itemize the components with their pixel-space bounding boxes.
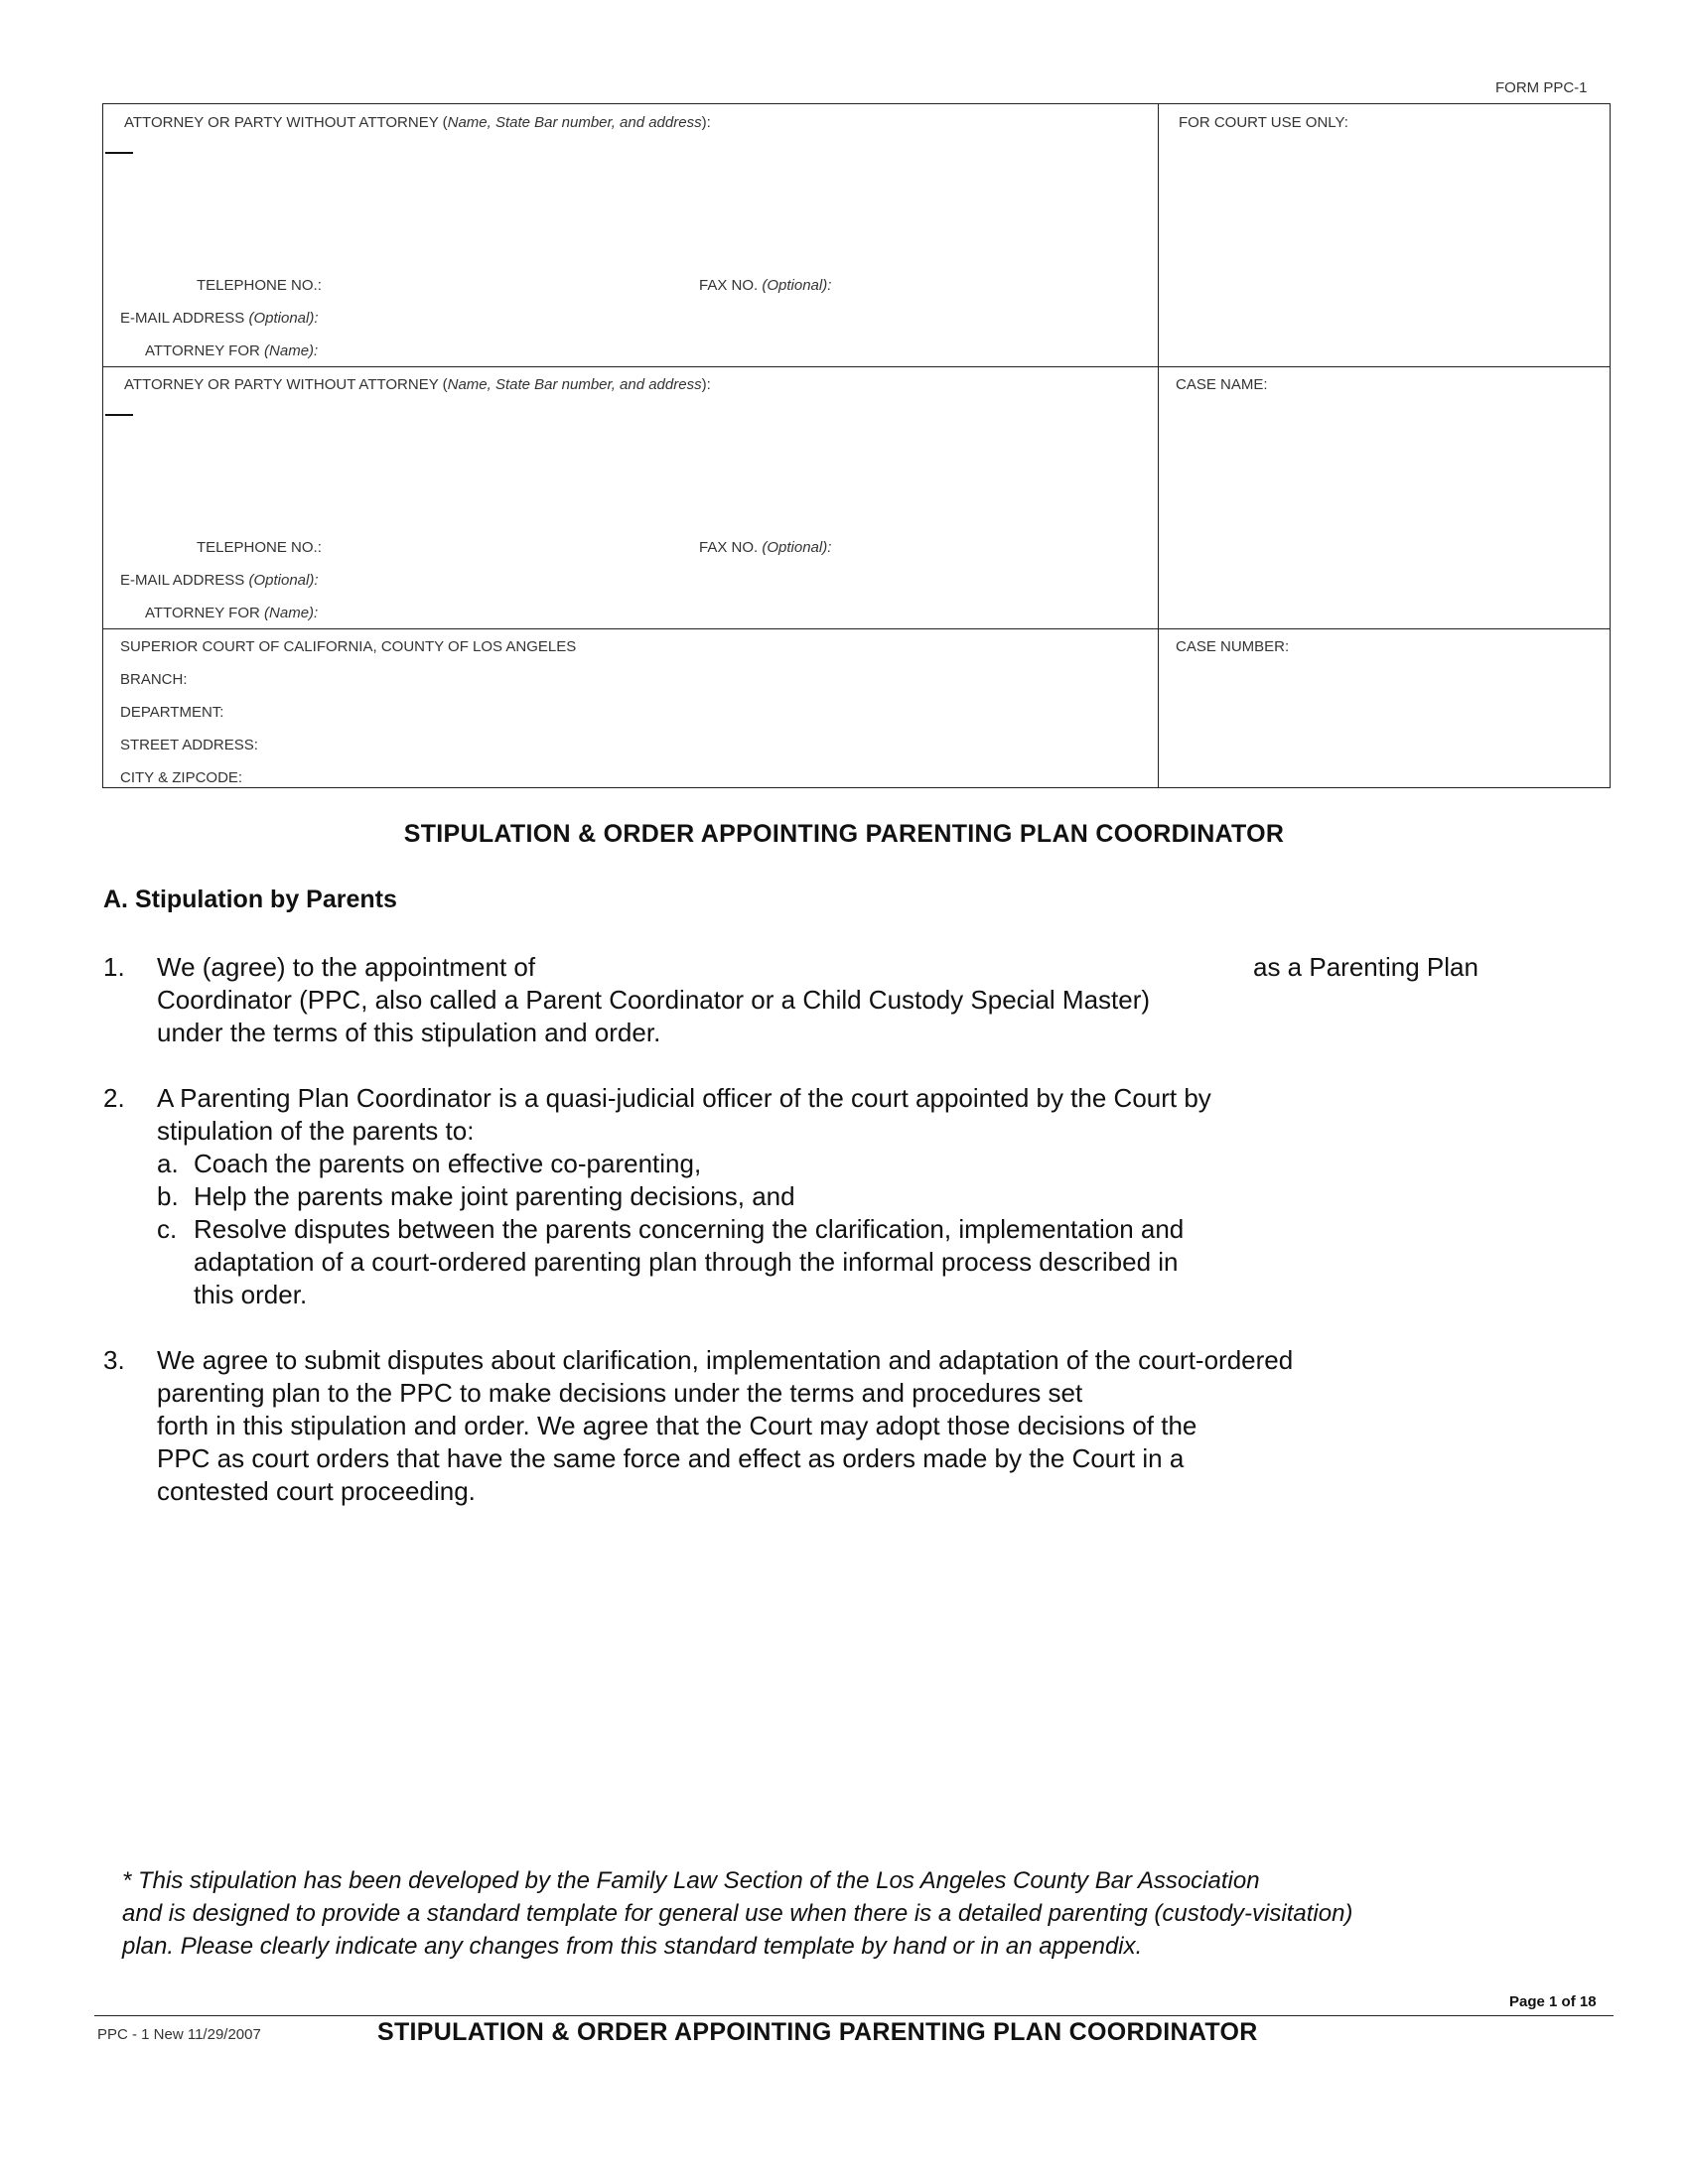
row-divider-1 [103,366,1610,367]
item-2-number: 2. [103,1083,125,1113]
footnote-line-1: * This stipulation has been developed by the Family Law Section of the Los Angeles County Bar Association [122,1867,1260,1894]
document-title: STIPULATION & ORDER APPOINTING PARENTING PLAN COORDINATOR [403,820,1285,848]
item-2a-letter: a. [157,1149,179,1178]
street-address-label: STREET ADDRESS: [120,737,258,753]
item-2c-line1: Resolve disputes between the parents concerning the clarification, implementation and [194,1214,1185,1244]
box2-mark [105,414,133,416]
row-divider-2 [103,628,1610,629]
footnote-line-2: and is designed to provide a standard template for general use when there is a detailed parenting (custody-visitation) [122,1900,1353,1927]
item-2b-letter: b. [157,1181,179,1211]
court-use-label: FOR COURT USE ONLY: [1179,114,1348,131]
item-2c-line3: this order. [194,1280,308,1309]
footer-title: STIPULATION & ORDER APPOINTING PARENTING PLAN COORDINATOR [377,2018,1258,2046]
item-2-line1: A Parenting Plan Coordinator is a quasi-judicial officer of the court appointed by the Court by [157,1083,1211,1113]
caption-header-table [102,103,1611,788]
box1-telephone-label: TELEPHONE NO.: [197,277,322,294]
box1-attorney-label: ATTORNEY OR PARTY WITHOUT ATTORNEY (Name, State Bar number, and address): [124,114,711,131]
footnote-line-3: plan. Please clearly indicate any changes from this standard template by hand or in an appendix. [122,1933,1143,1960]
item-1-line1-end: as a Parenting Plan [1253,952,1478,982]
item-2b-text: Help the parents make joint parenting decisions, and [194,1181,795,1211]
case-number-label: CASE NUMBER: [1176,638,1290,655]
item-3-number: 3. [103,1345,125,1375]
item-2a-text: Coach the parents on effective co-parenting, [194,1149,702,1178]
item-2c-letter: c. [157,1214,178,1244]
footnote [122,1864,1352,1963]
box2-attorney-for-label: ATTORNEY FOR (Name): [145,605,319,621]
footer-rule [94,2015,1614,2016]
item-1-line3: under the terms of this stipulation and order. [157,1018,661,1047]
form-id: FORM PPC-1 [1495,79,1588,96]
section-a-heading: A. Stipulation by Parents [103,886,397,913]
item-3-line3: forth in this stipulation and order. We agree that the Court may adopt those decisions of the [157,1411,1197,1440]
box1-email-label: E-MAIL ADDRESS (Optional): [120,310,319,327]
form-revision: PPC - 1 New 11/29/2007 [97,2026,261,2043]
box2-email-label: E-MAIL ADDRESS (Optional): [120,572,319,589]
box2-attorney-label: ATTORNEY OR PARTY WITHOUT ATTORNEY (Name, State Bar number, and address): [124,376,711,393]
item-1-line1-start: We (agree) to the appointment of [157,952,536,982]
item-3-line5: contested court proceeding. [157,1476,476,1506]
department-label: DEPARTMENT: [120,704,224,721]
city-zipcode-label: CITY & ZIPCODE: [120,769,243,786]
branch-label: BRANCH: [120,671,188,688]
item-2c-line2: adaptation of a court-ordered parenting plan through the informal process described in [194,1247,1179,1277]
item-1-number: 1. [103,952,125,982]
item-3-line2: parenting plan to the PPC to make decisions under the terms and procedures set [157,1378,1083,1408]
item-3-line1: We agree to submit disputes about clarification, implementation and adaptation of the court-ordered [157,1345,1294,1375]
case-name-label: CASE NAME: [1176,376,1268,393]
court-name: SUPERIOR COURT OF CALIFORNIA, COUNTY OF LOS ANGELES [120,638,577,655]
box1-mark [105,152,133,154]
column-divider [1158,104,1159,787]
box1-attorney-for-label: ATTORNEY FOR (Name): [145,342,319,359]
box1-fax-label: FAX NO. (Optional): [699,277,832,294]
item-1-line2: Coordinator (PPC, also called a Parent Coordinator or a Child Custody Special Master) [157,985,1151,1015]
item-2-line2: stipulation of the parents to: [157,1116,475,1146]
box2-telephone-label: TELEPHONE NO.: [197,539,322,556]
page-number: Page 1 of 18 [1509,1993,1597,2010]
item-3-line4: PPC as court orders that have the same force and effect as orders made by the Court in a [157,1443,1185,1473]
box2-fax-label: FAX NO. (Optional): [699,539,832,556]
